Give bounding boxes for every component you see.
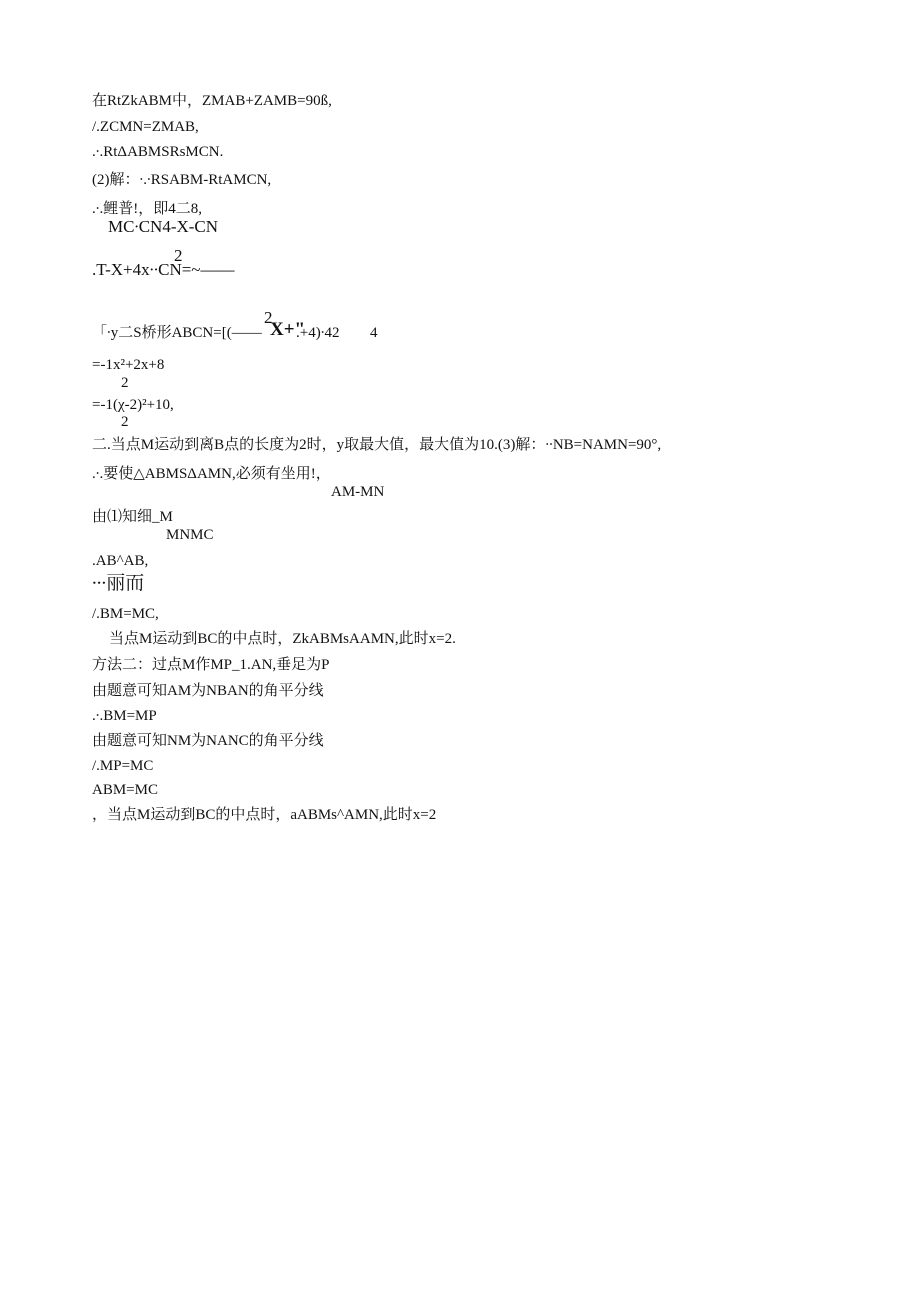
conclusion-method-1: 当点M运动到BC的中点时，ZkABMsAAMN,此时x=2. xyxy=(109,631,456,647)
ratio-denominator: MC∙CN4-X-CN xyxy=(108,217,219,236)
quadratic-line: =-1x²+2x+8 xyxy=(92,357,165,373)
known-condition-denominator: MNMC xyxy=(166,527,214,543)
similarity-denominator: AM-MN xyxy=(331,484,385,500)
proof-line-3: .∙.RtΔABMSRsMCN. xyxy=(92,144,224,160)
similarity-condition-line: .∙.要使△ABMSΔAMN,必须有坐用!， xyxy=(92,466,331,482)
fraction-numerator-2: 2 xyxy=(174,246,183,265)
fraction-numerator-3: 2 xyxy=(264,308,273,327)
area-expression-overlap: X+" xyxy=(270,319,306,340)
method-2-line-5: ABM=MC xyxy=(92,782,158,798)
method-2-conclusion: ，当点M运动到BC的中点时，aABMs^AMN,此时x=2 xyxy=(92,807,437,823)
proof-line-2: /.ZCMN=ZMAB, xyxy=(92,119,199,135)
solution-part-2-line: (2)解：∙.∙RSABM-RtAMCN, xyxy=(92,172,272,188)
distorted-fraction-line: ∙∙∙丽而 xyxy=(92,573,145,594)
area-expression-end: .+4)∙42 xyxy=(296,325,340,341)
area-expression-denominator: 4 xyxy=(370,325,378,341)
method-2-line-1: 由题意可知AM为NBAN的角平分线 xyxy=(92,683,324,699)
proof-line-1: 在RtZkABM中，ZMAB+ZAMB=90ß, xyxy=(92,93,332,109)
quadratic-denominator-1: 2 xyxy=(121,375,129,391)
method-2-line-3: 由题意可知NM为NANC的角平分线 xyxy=(92,733,324,749)
maximum-value-line: 二.当点M运动到离B点的长度为2时，y取最大值，最大值为10.(3)解：∙∙NB=NAMN=90°, xyxy=(92,437,662,453)
method-2-line-2: .∙.BM=MP xyxy=(92,708,157,724)
method-2-line-4: /.MP=MC xyxy=(92,758,154,774)
quadratic-denominator-2: 2 xyxy=(121,414,129,430)
vertex-form-line: =-1(χ-2)²+10, xyxy=(92,397,174,413)
cn-expression-line: .T-X+4x∙∙CN=~—— xyxy=(92,260,235,279)
method-2-heading: 方法二：过点M作MP_1.AN,垂足为P xyxy=(92,657,330,673)
ratio-line: .∙.鲤普!，即4二8, xyxy=(92,201,202,217)
area-expression-start: 「∙y二S桥形ABCN=[(—— xyxy=(92,325,262,341)
ab-ratio-line: .AB^AB, xyxy=(92,553,149,569)
bm-equals-mc-line: /.BM=MC, xyxy=(92,606,159,622)
known-condition-line: 由⑴知细_M xyxy=(92,509,173,525)
